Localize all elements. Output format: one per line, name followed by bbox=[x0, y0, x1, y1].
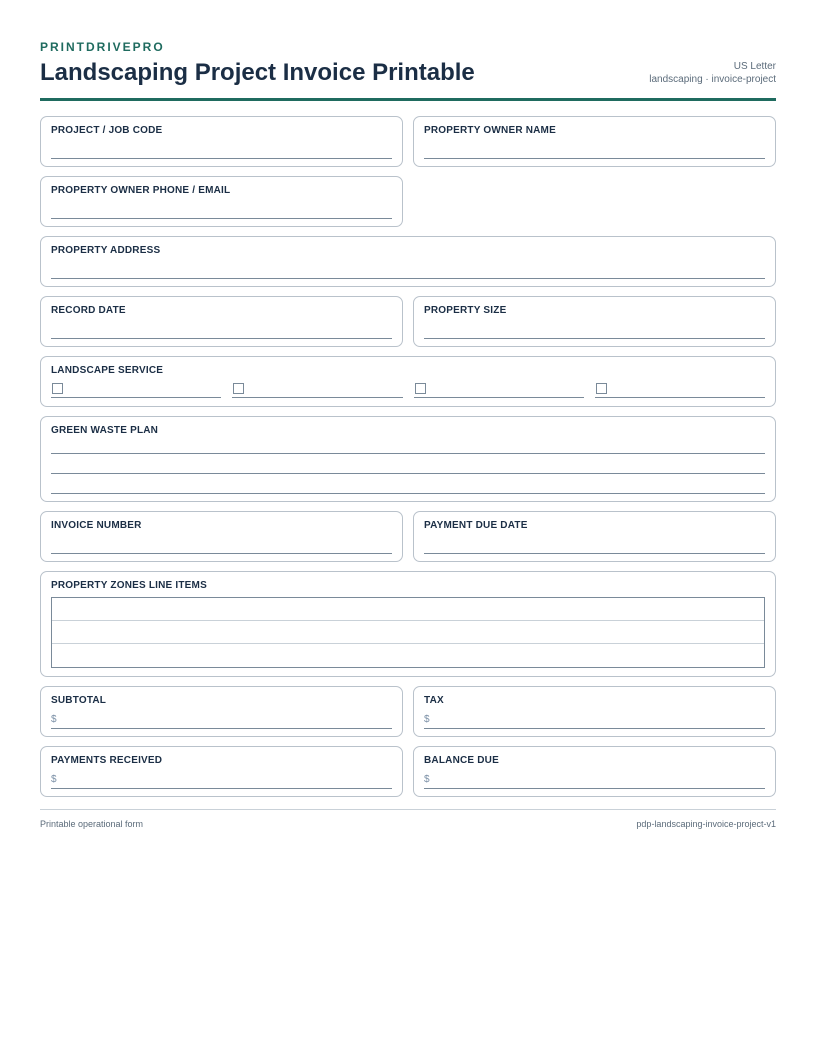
write-line bbox=[424, 553, 765, 554]
service-checkbox-1[interactable] bbox=[52, 383, 63, 394]
field-label: TAX bbox=[424, 695, 444, 706]
service-checkbox-2[interactable] bbox=[233, 383, 244, 394]
field-label: PROPERTY OWNER NAME bbox=[424, 125, 556, 136]
form-id: pdp-landscaping-invoice-project-v1 bbox=[636, 819, 776, 829]
write-line bbox=[51, 453, 765, 454]
field-label: GREEN WASTE PLAN bbox=[51, 425, 159, 436]
currency-symbol: $ bbox=[424, 774, 430, 785]
invoice-number-field[interactable] bbox=[40, 511, 403, 562]
invoice-form bbox=[40, 40, 776, 829]
field-label: PROPERTY ZONES LINE ITEMS bbox=[51, 580, 207, 591]
property-owner-contact-field[interactable] bbox=[40, 176, 403, 227]
field-label: BALANCE DUE bbox=[424, 755, 499, 766]
currency-symbol: $ bbox=[424, 714, 430, 725]
write-line bbox=[51, 397, 221, 398]
balance-due-field[interactable] bbox=[413, 746, 776, 797]
write-line bbox=[424, 338, 765, 339]
write-line bbox=[51, 158, 392, 159]
property-zones-line-items-field bbox=[40, 571, 776, 677]
currency-symbol: $ bbox=[51, 714, 57, 725]
table-row[interactable] bbox=[52, 644, 764, 667]
paper-size: US Letter bbox=[733, 61, 776, 72]
property-address-field[interactable] bbox=[40, 236, 776, 287]
landscape-service-field bbox=[40, 356, 776, 407]
subtotal-field[interactable] bbox=[40, 686, 403, 737]
write-line bbox=[51, 553, 392, 554]
write-line bbox=[424, 728, 765, 729]
property-owner-name-field[interactable] bbox=[413, 116, 776, 167]
green-waste-plan-field[interactable] bbox=[40, 416, 776, 502]
write-line bbox=[51, 788, 392, 789]
line-items-table bbox=[51, 597, 765, 668]
brand-logo: PRINTDRIVEPRO bbox=[40, 40, 165, 54]
field-label: PROJECT / JOB CODE bbox=[51, 125, 163, 136]
field-label: RECORD DATE bbox=[51, 305, 126, 316]
write-line bbox=[414, 397, 584, 398]
form-meta bbox=[649, 60, 776, 86]
field-label: SUBTOTAL bbox=[51, 695, 107, 706]
field-label: PAYMENT DUE DATE bbox=[424, 520, 528, 531]
field-label: PROPERTY OWNER PHONE / EMAIL bbox=[51, 185, 231, 196]
property-size-field[interactable] bbox=[413, 296, 776, 347]
service-checkbox-3[interactable] bbox=[415, 383, 426, 394]
form-header bbox=[40, 40, 776, 101]
form-tags: landscaping · invoice-project bbox=[649, 74, 776, 85]
write-line bbox=[51, 278, 765, 279]
currency-symbol: $ bbox=[51, 774, 57, 785]
payment-due-date-field[interactable] bbox=[413, 511, 776, 562]
field-label: LANDSCAPE SERVICE bbox=[51, 365, 164, 376]
write-line bbox=[424, 788, 765, 789]
write-line bbox=[232, 397, 403, 398]
write-line bbox=[51, 728, 392, 729]
write-line bbox=[51, 493, 765, 494]
project-job-code-field[interactable] bbox=[40, 116, 403, 167]
write-line bbox=[595, 397, 765, 398]
service-checkbox-4[interactable] bbox=[596, 383, 607, 394]
record-date-field[interactable] bbox=[40, 296, 403, 347]
form-footer bbox=[40, 809, 776, 830]
table-row[interactable] bbox=[52, 598, 764, 621]
footer-description: Printable operational form bbox=[40, 819, 144, 829]
table-row[interactable] bbox=[52, 621, 764, 644]
write-line bbox=[51, 338, 392, 339]
field-label: PROPERTY ADDRESS bbox=[51, 245, 161, 256]
write-line bbox=[51, 218, 392, 219]
field-label: PROPERTY SIZE bbox=[424, 305, 507, 316]
field-label: PAYMENTS RECEIVED bbox=[51, 755, 163, 766]
page-title: Landscaping Project Invoice Printable bbox=[40, 59, 475, 86]
field-label: INVOICE NUMBER bbox=[51, 520, 142, 531]
write-line bbox=[51, 473, 765, 474]
write-line bbox=[424, 158, 765, 159]
payments-received-field[interactable] bbox=[40, 746, 403, 797]
tax-field[interactable] bbox=[413, 686, 776, 737]
